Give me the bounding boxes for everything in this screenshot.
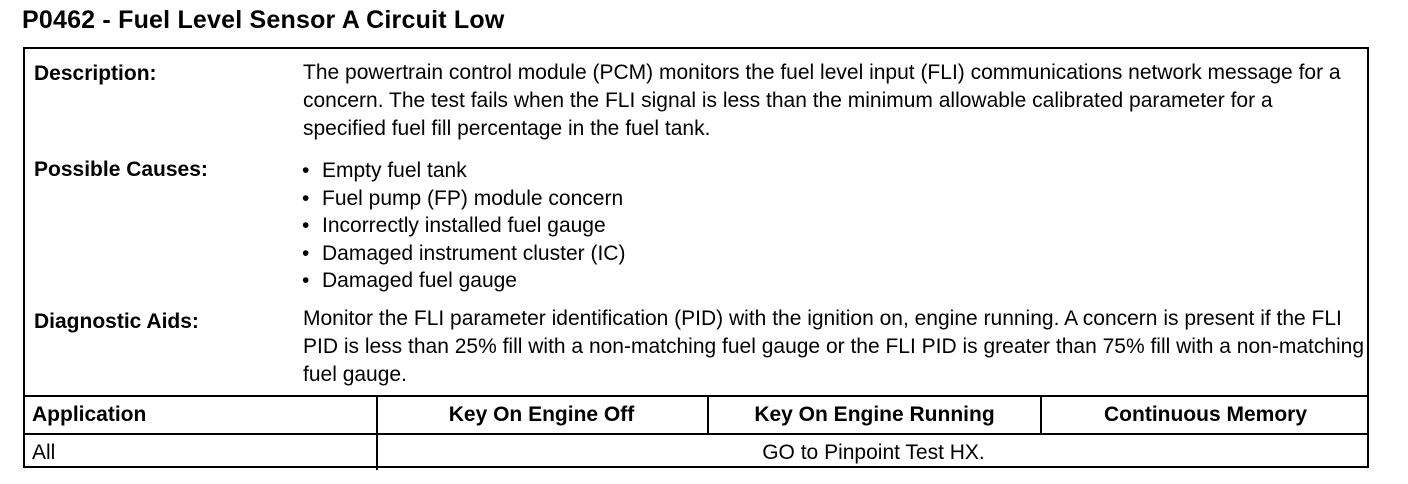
description-label: Description: [34,62,157,85]
page-title: P0462 - Fuel Level Sensor A Circuit Low [22,6,505,34]
header-koeo: Key On Engine Off [376,397,709,433]
possible-causes-label: Possible Causes: [34,158,208,181]
table-cell-application: All [23,435,378,470]
description-text: The powertrain control module (PCM) monitors the fuel level input (FLI) communications network message for a concern. The test fails when the FLI signal is less than the minimum allowable calibrated parameter for a specified fuel fill percentage in the fuel tank. [303,61,1341,140]
list-item: • Damaged instrument cluster (IC) [302,240,625,268]
list-item: • Fuel pump (FP) module concern [302,185,625,213]
diagnostic-aids-label: Diagnostic Aids: [34,310,199,333]
list-item: • Empty fuel tank [302,157,625,185]
application-table [23,395,1369,470]
diagnostic-aids-text: Monitor the FLI parameter identification (PID) with the ignition on, engine running. A concern is present if the FLI PID is less than 25% fill with a non-matching fuel gauge or the FLI PID is greater than 75% fill with a non-matching fuel gauge. [303,307,1365,386]
header-koer: Key On Engine Running [709,397,1042,433]
header-continuous-memory: Continuous Memory [1104,403,1307,426]
table-cell-action: GO to Pinpoint Test HX. [762,441,985,464]
possible-causes-list [302,157,625,295]
list-item: • Incorrectly installed fuel gauge [302,212,625,240]
list-item: • Damaged fuel gauge [302,267,625,295]
dtc-info-box [23,47,1369,468]
header-application: Application [23,397,378,433]
